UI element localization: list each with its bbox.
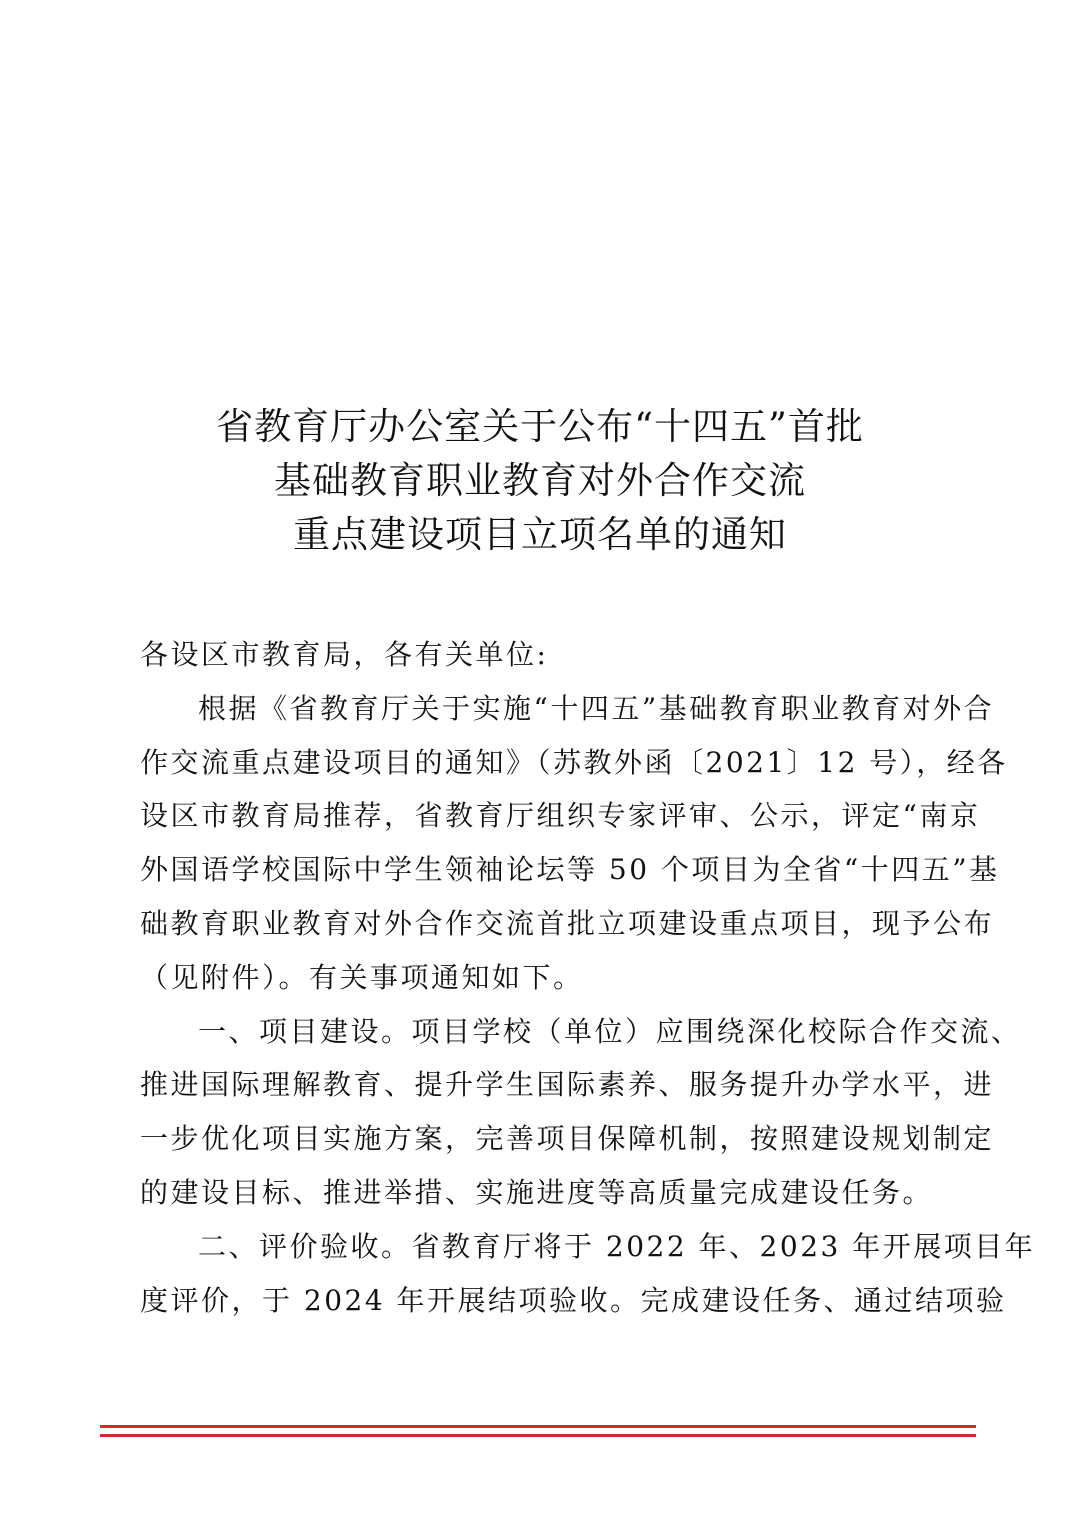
paragraph-basis — [140, 682, 1008, 1005]
paragraph-project-construction — [140, 1005, 1022, 1220]
paragraph-line: 外国语学校国际中学生领袖论坛等 50 个项目为全省“十四五”基 — [140, 853, 1000, 887]
document-body — [140, 628, 1036, 1327]
paragraph-line: 一、项目建设。项目学校（单位）应围绕深化校际合作交流、 — [198, 1014, 1022, 1048]
salutation-line: 各设区市教育局，各有关单位: — [140, 638, 549, 671]
paragraph-line: 设区市教育局推荐，省教育厅组织专家评审、公示，评定“南京 — [140, 799, 981, 833]
paragraph-line: 推进国际理解教育、提升学生国际素养、服务提升办学水平，进 — [140, 1068, 995, 1102]
document-title — [140, 400, 940, 562]
red-rule-line — [100, 1425, 976, 1428]
paragraph-line: 础教育职业教育对外合作交流首批立项建设重点项目，现予公布 — [140, 906, 995, 940]
paragraph-line: 根据《省教育厅关于实施“十四五”基础教育职业教育对外合 — [198, 691, 995, 725]
paragraph-line: （见附件）。有关事项通知如下。 — [140, 960, 584, 994]
title-line: 重点建设项目立项名单的通知 — [293, 513, 787, 556]
red-rule-line — [100, 1434, 976, 1437]
paragraph-line: 的建设目标、推进举措、实施进度等高质量完成建设任务。 — [140, 1175, 934, 1209]
footer-red-rule — [100, 1425, 976, 1437]
paragraph-evaluation — [140, 1220, 1036, 1328]
title-line: 省教育厅办公室关于公布“十四五”首批 — [216, 405, 864, 448]
salutation — [140, 628, 942, 682]
paragraph-line: 一步优化项目实施方案，完善项目保障机制，按照建设规划制定 — [140, 1122, 995, 1156]
paragraph-line: 度评价，于 2024 年开展结项验收。完成建设任务、通过结项验 — [140, 1283, 1007, 1317]
paragraph-line: 作交流重点建设项目的通知》（苏教外函〔2021〕12 号），经各 — [140, 745, 1008, 779]
paragraph-line: 二、评价验收。省教育厅将于 2022 年、2023 年开展项目年 — [198, 1229, 1036, 1263]
title-line: 基础教育职业教育对外合作交流 — [274, 459, 806, 502]
